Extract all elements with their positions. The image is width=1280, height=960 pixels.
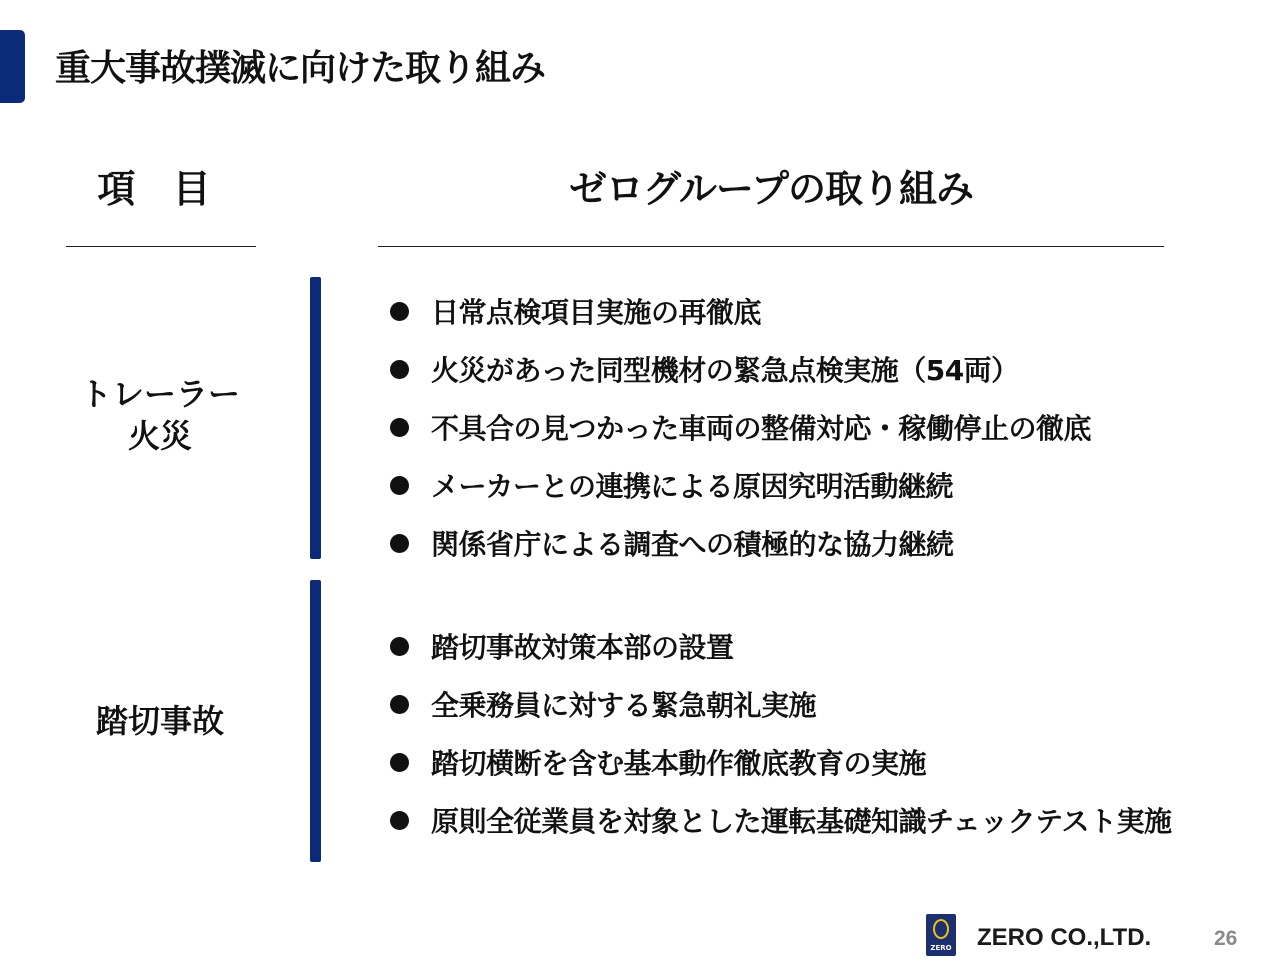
bullet-dot-icon <box>390 302 409 321</box>
list-item <box>390 398 1091 456</box>
bullet-list-railroad-crossing <box>390 617 1172 849</box>
section-label-railroad-crossing <box>60 700 260 742</box>
page-number: 26 <box>1214 927 1238 950</box>
list-item-text: 原則全従業員を対象とした運転基礎知識チェックテスト実施 <box>431 805 1172 838</box>
list-item-text: メーカーとの連携による原因究明活動継続 <box>431 470 953 503</box>
column-header-item: 項 目 <box>97 167 223 211</box>
company-name: ZERO CO.,LTD. <box>977 924 1152 951</box>
bullet-dot-icon <box>390 418 409 437</box>
list-item-text: 日常点検項目実施の再徹底 <box>431 296 762 329</box>
list-item-text: 火災があった同型機材の緊急点検実施（54両） <box>431 354 1019 387</box>
section-divider-bar <box>310 277 321 559</box>
list-item <box>390 456 1091 514</box>
bullet-list-trailer-fire <box>390 282 1091 572</box>
list-item-text: 全乗務員に対する緊急朝礼実施 <box>431 689 817 722</box>
logo-text: ZERO <box>930 944 952 952</box>
column-header-initiatives: ゼログループの取り組み <box>569 167 973 211</box>
bullet-dot-icon <box>390 753 409 772</box>
list-item-text: 不具合の見つかった車両の整備対応・稼働停止の徹底 <box>431 412 1092 445</box>
bullet-dot-icon <box>390 637 409 656</box>
list-item-text: 踏切事故対策本部の設置 <box>431 631 734 664</box>
list-item <box>390 340 1091 398</box>
logo-ring-icon <box>933 919 949 939</box>
section-label-line: 踏切事故 <box>95 702 224 740</box>
list-item <box>390 282 1091 340</box>
list-item <box>390 791 1172 849</box>
header-divider-left <box>66 246 256 247</box>
bullet-dot-icon <box>390 811 409 830</box>
bullet-dot-icon <box>390 476 409 495</box>
company-logo-icon <box>926 914 956 956</box>
list-item <box>390 514 1091 572</box>
section-divider-bar <box>310 580 321 862</box>
list-item <box>390 733 1172 791</box>
header-divider-right <box>378 246 1164 247</box>
section-label-line: トレーラー <box>79 375 240 413</box>
section-label-trailer-fire <box>60 373 260 457</box>
title-accent-bar <box>0 30 25 103</box>
list-item <box>390 675 1172 733</box>
slide-title: 重大事故撲滅に向けた取り組み <box>55 48 546 89</box>
list-item <box>390 617 1172 675</box>
list-item-text: 関係省庁による調査への積極的な協力継続 <box>431 528 954 561</box>
bullet-dot-icon <box>390 534 409 553</box>
bullet-dot-icon <box>390 695 409 714</box>
section-label-line: 火災 <box>127 417 192 455</box>
list-item-text: 踏切横断を含む基本動作徹底教育の実施 <box>431 747 927 780</box>
bullet-dot-icon <box>390 360 409 379</box>
